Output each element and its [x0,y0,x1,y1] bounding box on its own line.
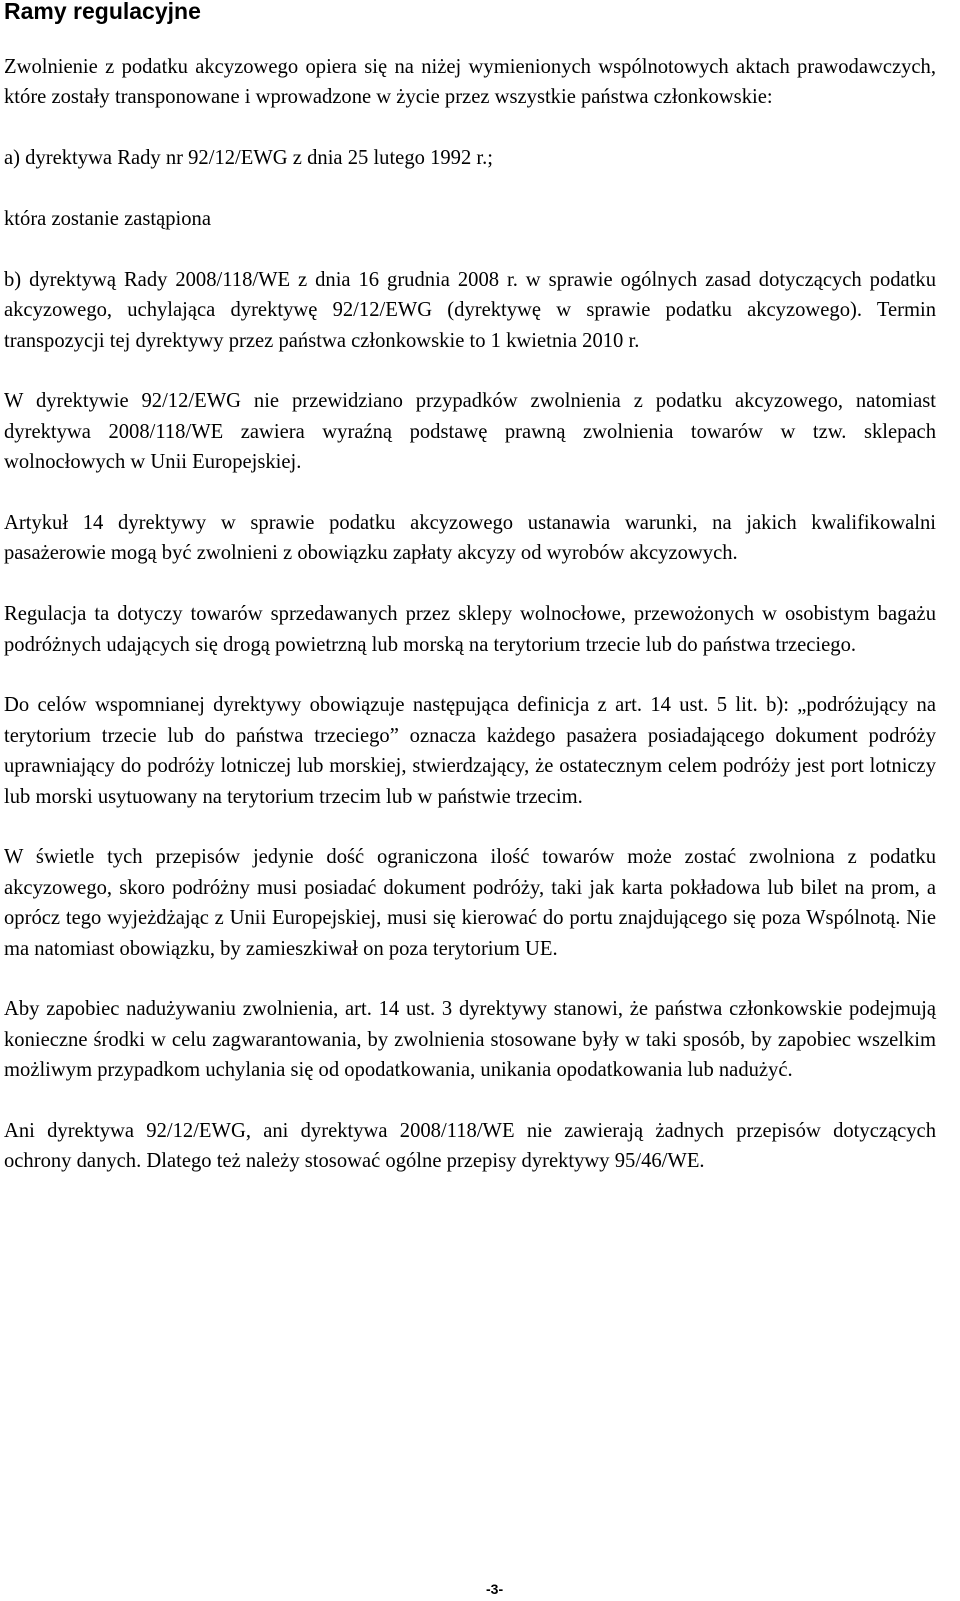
paragraph-data-protection: Ani dyrektywa 92/12/EWG, ani dyrektywa 2008/118/WE nie zawierają żadnych przepisów dotyczących ochrony danych. Dlatego też należy stosować ogólne przepisy dyrektywy 95/46/WE. [4,1120,936,1173]
paragraph-article-14: Artykuł 14 dyrektywy w sprawie podatku akcyzowego ustanawia warunki, na jakich kwalifikowalni pasażerowie mogą być zwolnieni z obowiązku zapłaty akcyzy od wyrobów akcyzowych. [4,512,936,565]
paragraph-intro: Zwolnienie z podatku akcyzowego opiera się na niżej wymienionych wspólnotowych aktach prawodawczych, które zostały transponowane i wprowadzone w życie przez wszystkie państwa członkowskie: [4,56,936,109]
section-heading: Ramy regulacyjne [4,0,201,24]
page-number: -3- [486,1581,504,1597]
document-body [4,52,936,1177]
paragraph-directive-a: a) dyrektywa Rady nr 92/12/EWG z dnia 25 lutego 1992 r.; [4,147,493,170]
paragraph-definition: Do celów wspomnianej dyrektywy obowiązuje następująca definicja z art. 14 ust. 5 lit. b): „podróżujący na terytorium trzecie lub do państwa trzeciego” oznacza każdego pasażera posiadającego dokument podróży uprawniający do podróży lotniczej lub morskiej, stwierdzający, że ostatecznym celem podróży jest port lotniczy lub morski usytuowany na terytorium trzecim lub w państwie trzecim. [4,694,936,808]
paragraph-limited-goods: W świetle tych przepisów jedynie dość ograniczona ilość towarów może zostać zwolniona z podatku akcyzowego, skoro podróżny musi posiadać dokument podróży, taki jak karta pokładowa lub bilet na prom, a oprócz tego wyjeżdżając z Unii Europejskiej, musi się kierować do portu znajdującego się poza Wspólnotą. Nie ma natomiast obowiązku, by zamieszkiwał on poza terytorium UE. [4,846,936,960]
paragraph-exemption-basis: W dyrektywie 92/12/EWG nie przewidziano przypadków zwolnienia z podatku akcyzowego, natomiast dyrektywa 2008/118/WE zawiera wyraźną podstawę prawną zwolnienia towarów w tzw. sklepach wolnocłowych w Unii Europejskiej. [4,390,936,474]
paragraph-replacement-note: która zostanie zastąpiona [4,208,211,230]
paragraph-abuse-prevention: Aby zapobiec nadużywaniu zwolnienia, art. 14 ust. 3 dyrektywy stanowi, że państwa członkowskie podejmują konieczne środki w celu zagwarantowania, by zwolnienia stosowane były w taki sposób, by zapobiec wszelkim możliwym przypadkom uchylania się od opodatkowania, unikania opodatkowania lub nadużyć. [4,998,936,1082]
paragraph-regulation-scope: Regulacja ta dotyczy towarów sprzedawanych przez sklepy wolnocłowe, przewożonych w osobistym bagażu podróżnych udających się drogą powietrzną lub morską na terytorium trzecie lub do państwa trzeciego. [4,603,936,656]
paragraph-directive-b: b) dyrektywą Rady 2008/118/WE z dnia 16 grudnia 2008 r. w sprawie ogólnych zasad dotyczących podatku akcyzowego, uchylająca dyrektywę 92/12/EWG (dyrektywę w sprawie podatku akcyzowego). Termin transpozycji tej dyrektywy przez państwa członkowskie to 1 kwietnia 2010 r. [4,268,936,352]
